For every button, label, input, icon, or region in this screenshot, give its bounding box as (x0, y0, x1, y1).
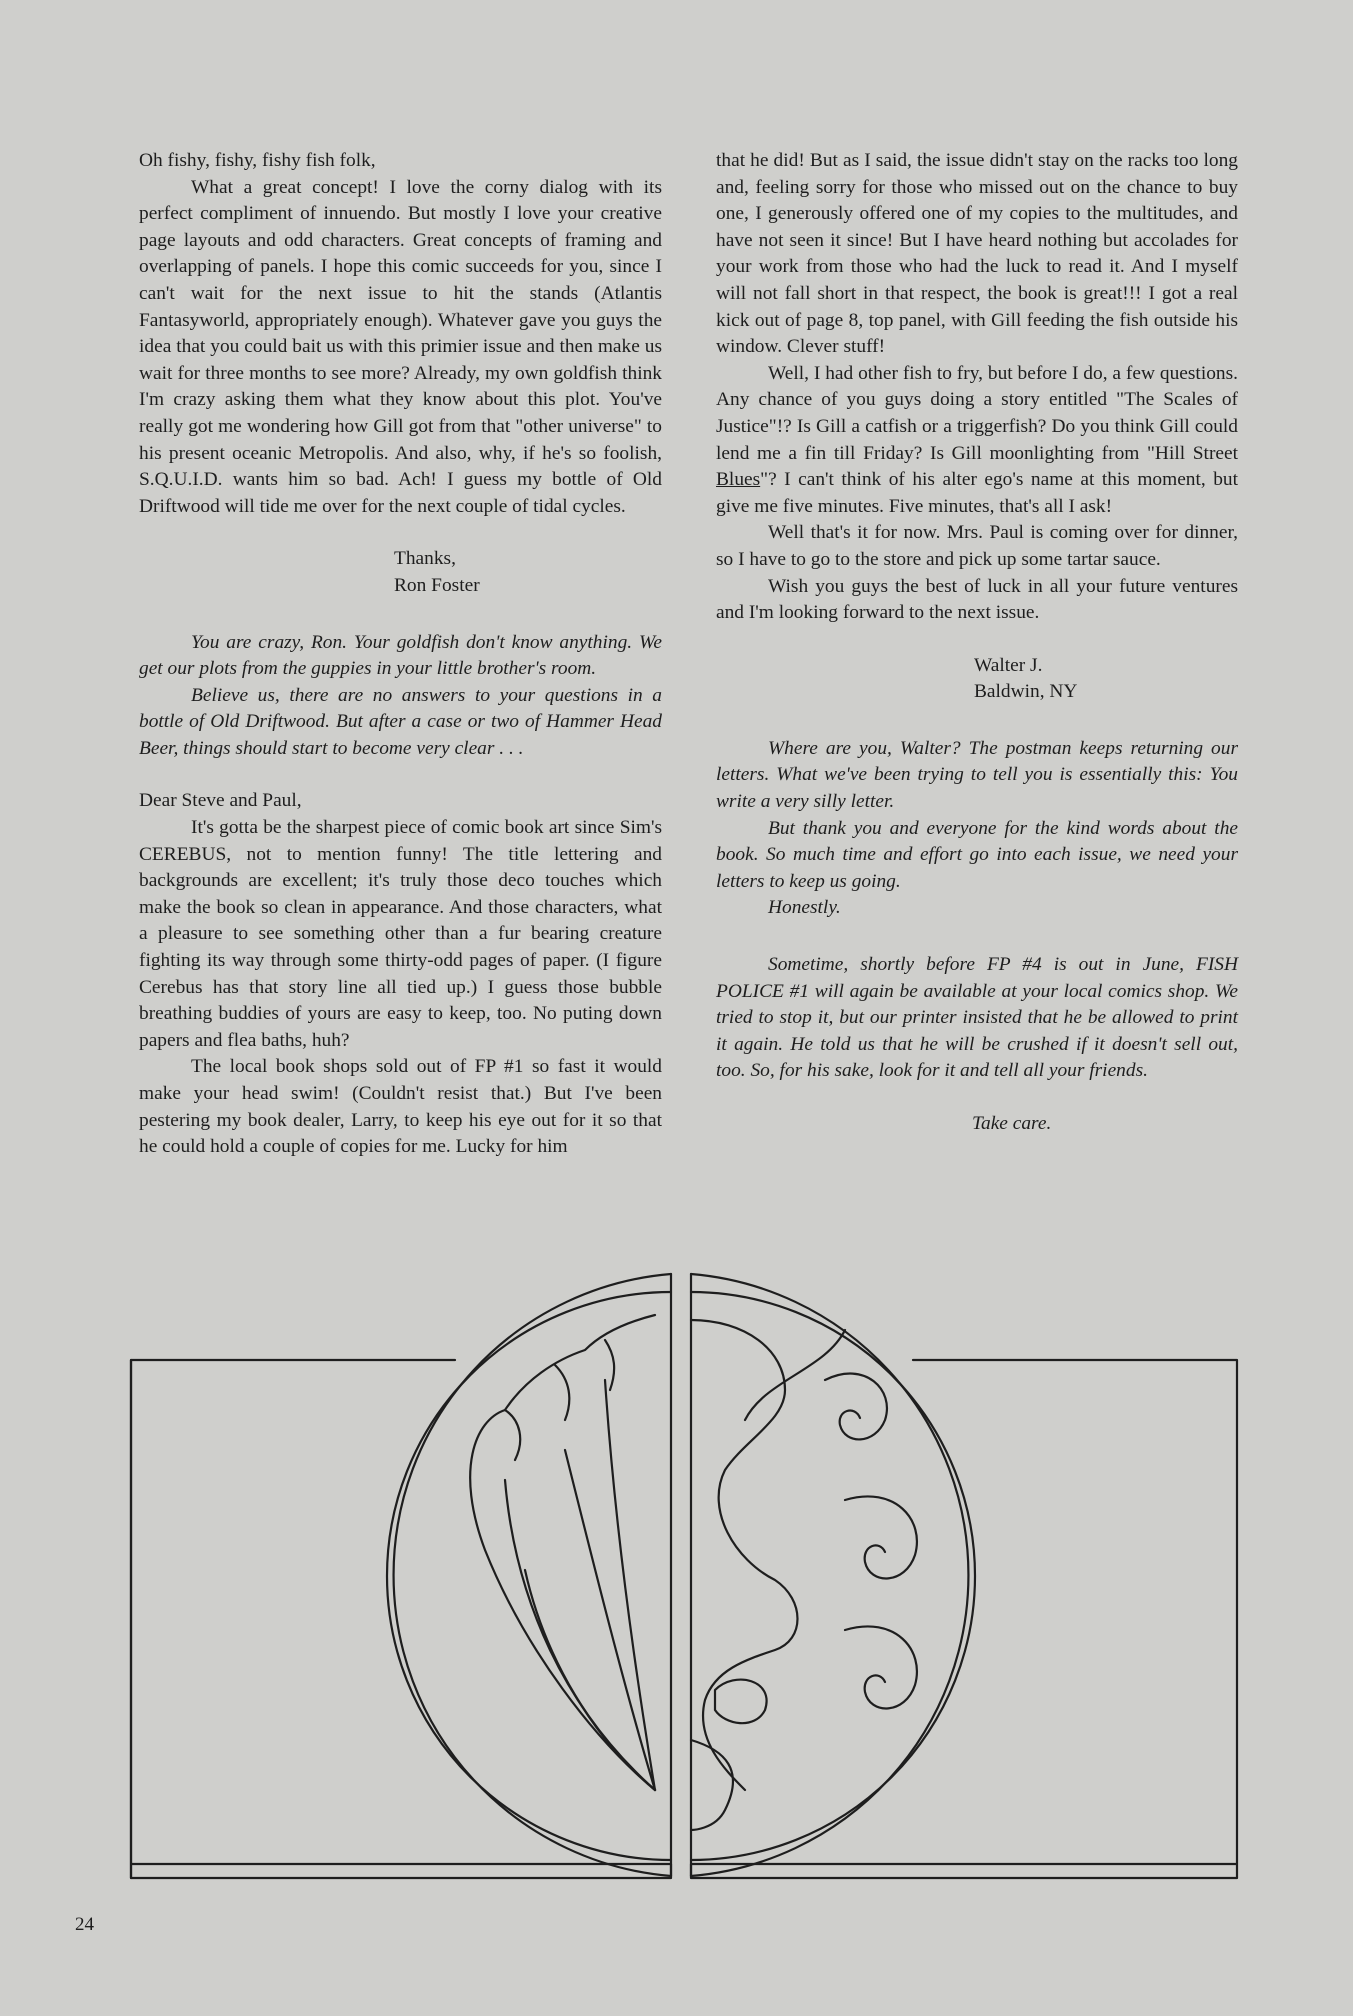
reply2-paragraph1: Where are you, Walter? The postman keeps returning our letters. What we've been trying to tell you is essentially this: You write a very silly letter. (716, 737, 1238, 813)
reply1-paragraph2: Believe us, there are no answers to your questions in a bottle of Old Driftwood. But after a case or two of Hammer Head Beer, things should start to become very clear . . . (139, 684, 662, 759)
letter2-paragraph2-end: that he did! But as I said, the issue didn't stay on the racks too long and, feeling sorry for those who missed out on the chance to buy one, I generously offered one of my copies to the multitudes, and have not seen it since! But I have heard nothing but accolades for your work from those who had the luck to read it. And I myself will not fall short in that respect, the book is great!!! I got a real kick out of page 8, top panel, with Gill feeding the fish outside his window. Clever stuff! (716, 150, 1238, 358)
letter2-paragraph3 (716, 361, 1238, 521)
swirl-2 (845, 1496, 917, 1578)
right-frame-panel (691, 1360, 1237, 1878)
letter1-salutation: Oh fishy, fishy, fishy fish folk, (139, 150, 376, 171)
swirl-tail (745, 1330, 845, 1420)
reply2-paragraph3: Honestly. (768, 897, 841, 919)
announcement-signoff: Take care. (972, 1113, 1052, 1134)
announcement-paragraph: Sometime, shortly before FP #4 is out in June, FISH POLICE #1 will again be available at your local comics shop. We tried to stop it, but our printer insisted that he be allowed to print it again. He told us that he will be crushed if it doesn't sell out, too. So, for his sake, look for it and tell all your friends. (716, 954, 1238, 1082)
letter2-paragraph4: Well that's it for now. Mrs. Paul is coming over for dinner, so I have to go to the store and pick up some tartar sauce. (716, 522, 1238, 570)
letter1-closing: Thanks, (394, 548, 456, 570)
page-number: 24 (75, 1914, 94, 1935)
swirl-3 (845, 1626, 917, 1708)
left-frame-panel (131, 1360, 671, 1878)
reply1-paragraph1: You are crazy, Ron. Your goldfish don't know anything. We get our plots from the guppies in your little brother's room. (139, 631, 662, 680)
letter2-location: Baldwin, NY (974, 681, 1078, 703)
reply2-paragraph2: But thank you and everyone for the kind words about the book. So much time and effort go into each issue, we need your letters to keep us going. (716, 817, 1238, 892)
spacer (139, 520, 662, 546)
underlined-title: Blues (716, 469, 761, 491)
letter1-body: What a great concept! I love the corny dialog with its perfect compliment of innuendo. But mostly I love your creative page layouts and odd characters. Great concepts of framing and overlapping of panels. I hope this comic succeeds for you, since I can't wait for the next issue to hit the stands (Atlantis Fantasyworld, appropriately enough). Whatever gave you guys the idea that you could bait us with this primier issue and then make us wait for three months to see more? Already, my own goldfish think I'm crazy asking them what they know about this plot. You've really got me wondering how Gill got from that "other universe" to his present oceanic Metropolis. And also, why, if he's so foolish, S.Q.U.I.D. wants him so bad. Ach! I guess my bottle of Old Driftwood will tide me over for the next couple of tidal cycles. (139, 176, 662, 517)
fish-mouth (691, 1740, 733, 1830)
spacer (716, 627, 1238, 653)
shell-outline (470, 1315, 655, 1790)
right-column (716, 148, 1238, 1138)
deco-fish-emblem (125, 1270, 1245, 1902)
spacer (716, 706, 1238, 736)
spacer (716, 922, 1238, 952)
letter2-paragraph1: It's gotta be the sharpest piece of comic book art since Sim's CEREBUS, not to mention funny! The title lettering and backgrounds are excellent; it's truly those deco touches which make the book so clean in appearance. And those characters, what a pleasure to see something other than a fur bearing creature fighting its way through some thirty-odd pages of paper. (I figure Cerebus has that story line all tied up.) I guess those bubble breathing buddies of yours are easy to keep, too. No puting down papers and flea baths, huh? (139, 817, 662, 1051)
emblem-left-inner-half (387, 1292, 671, 1860)
shell-rib-1 (565, 1450, 655, 1790)
letter2-paragraph5: Wish you guys the best of luck in all your future ventures and I'm looking forward to the next issue. (716, 575, 1238, 624)
left-column (139, 148, 662, 1161)
letter2-signature: Walter J. (974, 654, 1043, 676)
swirl-1 (825, 1374, 887, 1440)
emblem-left-outer-half (394, 1274, 671, 1876)
letter2-paragraph3-text: Well, I had other fish to fry, but before I do, a few questions. Any chance of you guys doing a story entitled "The Scales of Justice"!? Is Gill a catfish or a triggerfish? Do you think Gill could lend me a fin till Friday? Is Gill moonlighting from "Hill Street (716, 362, 1238, 464)
letter2-salutation: Dear Steve and Paul, (139, 790, 302, 812)
shell-rib-4 (525, 1570, 655, 1790)
shell-scallop (505, 1340, 614, 1460)
spacer (139, 600, 662, 630)
fish-eye (715, 1680, 767, 1724)
spacer (716, 1085, 1238, 1111)
letter2-paragraph3-text-end: "? I can't think of his alter ego's name at this moment, but give me five minutes. Five minutes, that's all I ask! (716, 469, 1238, 517)
spacer (139, 762, 662, 788)
fish-head-outline (691, 1320, 798, 1790)
letter1-signature: Ron Foster (394, 574, 480, 596)
shell-rib-2 (605, 1380, 655, 1790)
letter2-paragraph2-start: The local book shops sold out of FP #1 so fast it would make your head swim! (Couldn't resist that.) But I've been pestering my book dealer, Larry, to keep his eye out for it so that he could hold a couple of copies for me. Lucky for him (139, 1056, 662, 1158)
